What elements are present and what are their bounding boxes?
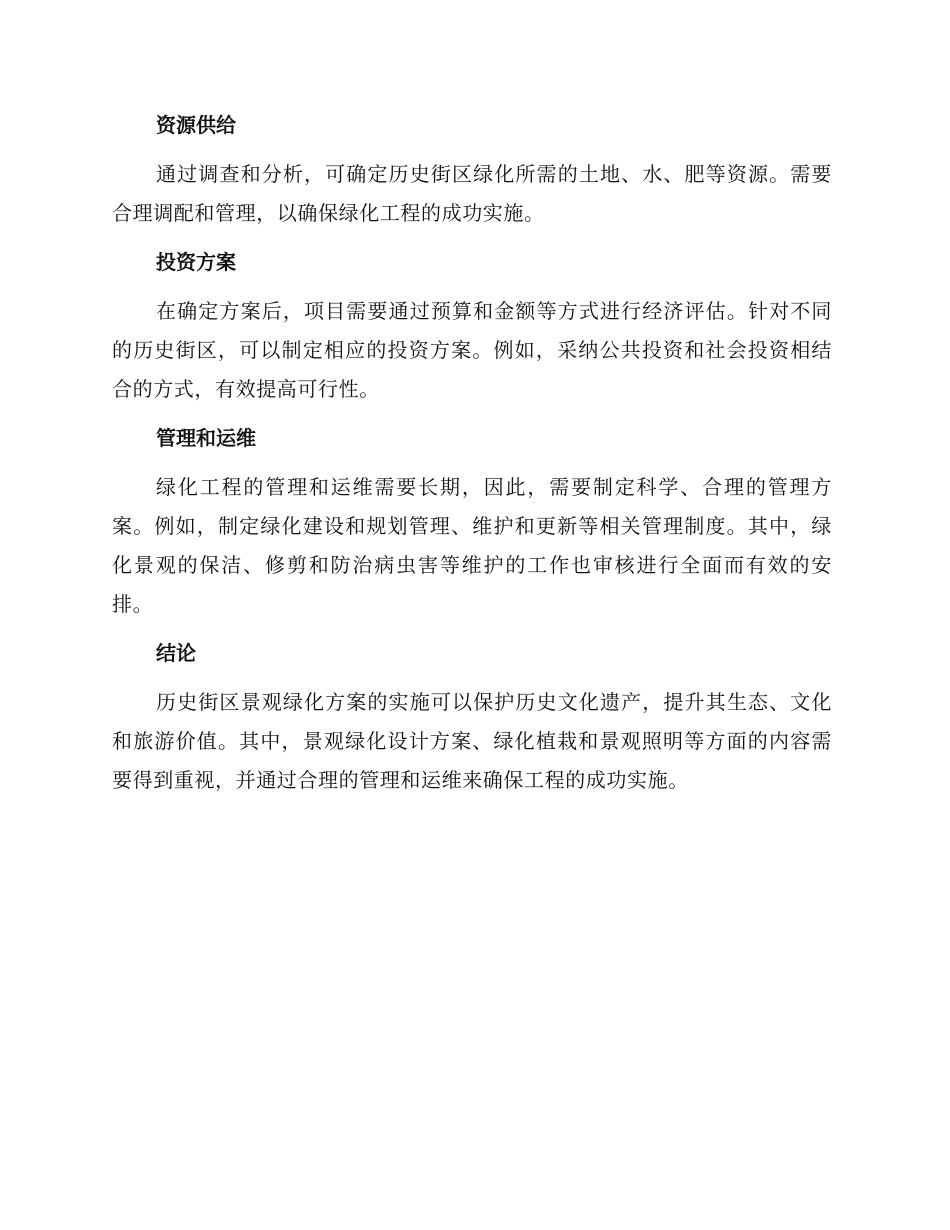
section-heading: 资源供给 — [156, 113, 236, 137]
section-paragraph: 通过调查和分析，可确定历史街区绿化所需的土地、水、肥等资源。需要合理调配和管理，以确保绿化工程的成功实施。 — [112, 162, 832, 225]
section-management-operations — [112, 421, 832, 624]
section-paragraph: 在确定方案后，项目需要通过预算和金额等方式进行经济评估。针对不同的历史街区，可以制定相应的投资方案。例如，采纳公共投资和社会投资相结合的方式，有效提高可行性。 — [112, 299, 832, 401]
section-heading: 投资方案 — [156, 250, 236, 274]
section-conclusion — [112, 636, 832, 800]
section-resource-supply — [112, 108, 832, 233]
document-page — [112, 108, 832, 812]
section-heading: 结论 — [156, 641, 196, 665]
section-paragraph: 历史街区景观绿化方案的实施可以保护历史文化遗产，提升其生态、文化和旅游价值。其中，景观绿化设计方案、绿化植栽和景观照明等方面的内容需要得到重视，并通过合理的管理和运维来确保工程的成功实施。 — [112, 690, 832, 792]
section-paragraph: 绿化工程的管理和运维需要长期，因此，需要制定科学、合理的管理方案。例如，制定绿化建设和规划管理、维护和更新等相关管理制度。其中，绿化景观的保洁、修剪和防治病虫害等维护的工作也审核进行全面而有效的安排。 — [112, 475, 832, 616]
section-heading: 管理和运维 — [156, 426, 256, 450]
section-investment-plan — [112, 245, 832, 409]
